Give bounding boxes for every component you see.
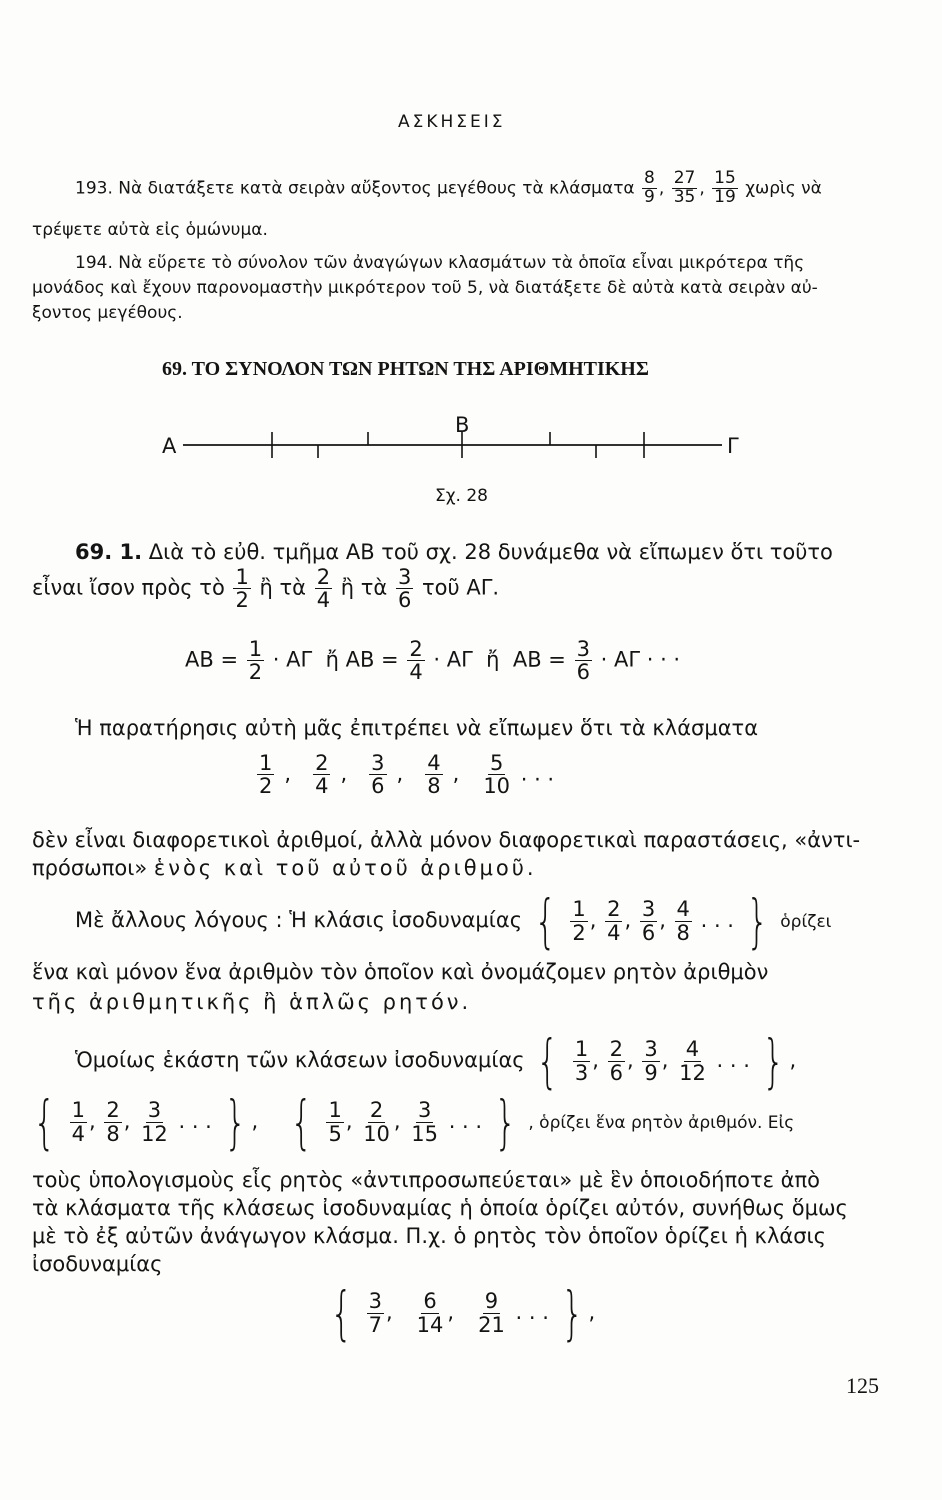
text: ΑΒ = (345, 647, 399, 672)
point-a-label: A (162, 434, 177, 458)
ellipsis: . . . (178, 1109, 212, 1133)
right-brace: } (560, 1279, 584, 1347)
paragraph-calc-line3: μὲ τὸ ἐξ αὐτῶν ἀνάγωγον κλάσμα. Π.χ. ὁ ρητὸς τὸν ὁποῖον ὁρίζει ἡ κλάσις (32, 1224, 826, 1248)
fraction: $\frac{1}{2}$ (572, 897, 586, 945)
page-number: 125 (846, 1373, 879, 1398)
paragraph-calc-line4: ἰσοδυναμίας (32, 1252, 163, 1276)
left-brace: { (33, 1088, 56, 1156)
fraction: $\frac{2}{4}$ (409, 637, 423, 685)
exercise-193-text: 193. Νὰ διατάξετε κατὰ σειρὰν αὔξοντος μεγέθους τὰ κλάσματα (75, 178, 635, 199)
segment-figure (0, 0, 942, 520)
text: , (588, 1300, 596, 1324)
paragraph-rational-line2: ἕνα καὶ μόνον ἕνα ἀριθμὸν τὸν ὁποῖον καὶ ὀνομάζομεν ρητὸν ἀριθμὸν (32, 960, 769, 984)
fraction: $\frac{2}{4}$ (607, 897, 621, 945)
ellipsis: . . . (448, 1109, 483, 1133)
right-brace: } (494, 1088, 517, 1156)
left-brace: { (290, 1088, 313, 1156)
text: Ὁμοίως ἑκάστη τῶν κλάσεων ἰσοδυναμίας (75, 1048, 525, 1072)
text: , ὁρίζει ἕνα ρητὸν ἀριθμόν. Εἰς (528, 1113, 795, 1133)
fraction: $\frac{2}{4}$ (316, 565, 331, 613)
paragraph-representatives-line2 (32, 856, 537, 880)
fraction: $\frac{5}{10}$ (483, 751, 511, 799)
text: ΑΒ = (185, 647, 239, 672)
final-equivalence-set: { $\frac{3}{7}$ , $\frac{6}{14}$ , $\frac{9}{21}$ . . . } , (330, 1279, 596, 1347)
fraction: $\frac{15}{19}$ (714, 168, 736, 207)
section-title: 69. ΤΟ ΣΥΝΟΛΟΝ ΤΩΝ ΡΗΤΩΝ ΤΗΣ ΑΡΙΘΜΗΤΙΚΗΣ (162, 358, 649, 380)
paragraph-calc-line2: τὰ κλάσματα τῆς κλάσεως ἰσοδυναμίας ἡ ὁποία ὁρίζει αὐτόν, συνήθως ὅμως (32, 1196, 848, 1220)
fraction: $\frac{3}{6}$ (371, 751, 385, 799)
right-brace: } (223, 1088, 247, 1156)
text: ΑΒ = (512, 647, 566, 672)
fraction: $\frac{1}{5}$ (328, 1098, 342, 1146)
text: πρόσωποι» (32, 856, 148, 880)
exercise-194-line2: μονάδος καὶ ἔχουν παρονομαστὴν μικρότερον τοῦ 5, νὰ διατάξετε δὲ αὐτὰ κατὰ σειρὰν αὐ- (32, 278, 818, 298)
fraction: $\frac{9}{21}$ (478, 1289, 505, 1337)
ellipsis: . . . (700, 908, 734, 932)
equation-ab (185, 638, 680, 683)
fraction: $\frac{3}{15}$ (411, 1098, 439, 1146)
text: · ΑΓ (272, 647, 313, 672)
fraction-sequence: $\frac{1}{2}$ , $\frac{2}{4}$ , $\frac{3}{6}$ , $\frac{4}{8}$ , $\frac{5}{10}$ . . . (259, 751, 555, 799)
fraction: $\frac{2}{8}$ (106, 1098, 120, 1146)
fraction: $\frac{8}{9}$ (644, 168, 655, 207)
fraction: $\frac{2}{4}$ (315, 751, 329, 799)
paragraph-number: 69. 1. (75, 540, 143, 564)
paragraph-text: Διὰ τὸ εὐθ. τμῆμα ΑΒ τοῦ σχ. 28 δυνάμεθα νὰ εἴπωμεν ὅτι τοῦτο (148, 540, 833, 564)
figure-caption: Σχ. 28 (435, 486, 489, 506)
text: ἤ (325, 647, 339, 672)
fraction: $\frac{4}{8}$ (427, 751, 441, 799)
point-b-label: B (455, 413, 470, 437)
fraction: $\frac{27}{35}$ (673, 168, 696, 207)
fraction: $\frac{3}{12}$ (141, 1098, 168, 1146)
fraction: $\frac{2}{10}$ (363, 1098, 390, 1146)
fraction: $\frac{6}{14}$ (416, 1289, 444, 1337)
paragraph-calc-line1: τοὺς ὑπολογισμοὺς εἷς ρητὸς «ἀντιπροσωπεύεται» μὲ ἓν ὁποιοδήποτε ἀπὸ (32, 1168, 820, 1192)
paragraph-similarly: Ὁμοίως ἑκάστη τῶν κλάσεων ἰσοδυναμίας { $\frac{1}{3}$ , $\frac{2}{6}$ , $\frac{3}{9}$ , $\frac{4}{12}$ . . . } , (75, 1027, 797, 1095)
text: ὁρίζει (780, 912, 832, 932)
exercise-193: 193. Νὰ διατάξετε κατὰ σειρὰν αὔξοντος μεγέθους τὰ κλάσματα $\frac{8}{9}$ , $\frac{27}{35}$ , $\frac{15}{19}$ χωρὶς νὰ (75, 168, 822, 207)
fraction: $\frac{4}{12}$ (679, 1037, 706, 1085)
right-brace: } (746, 887, 769, 955)
exercise-193-line2: τρέψετε αὐτὰ εἰς ὁμώνυμα. (32, 220, 268, 240)
text: · ΑΓ · · · (600, 647, 681, 672)
text: Μὲ ἄλλους λόγους : Ἡ κλάσις ἰσοδυναμίας (75, 908, 523, 932)
point-g-label: Γ (727, 434, 739, 458)
text: ἢ τὰ (340, 575, 388, 600)
paragraph-69-1-line2 (32, 566, 499, 611)
fraction: $\frac{1}{3}$ (574, 1037, 589, 1085)
text: · ΑΓ (433, 647, 473, 672)
fraction: $\frac{1}{2}$ (248, 637, 263, 685)
exercise-194-line3: ξοντος μεγέθους. (32, 303, 183, 323)
text: ἤ (486, 647, 500, 672)
fraction: $\frac{4}{8}$ (676, 897, 690, 945)
fraction: $\frac{1}{2}$ (235, 565, 249, 613)
fraction: $\frac{3}{6}$ (397, 565, 412, 613)
fraction: $\frac{3}{6}$ (576, 637, 590, 685)
paragraph-equivalence-class: Μὲ ἄλλους λόγους : Ἡ κλάσις ἰσοδυναμίας { $\frac{1}{2}$ , $\frac{2}{4}$ , $\frac{3}{6}$ , $\frac{4}{8}$ . . . } ὁρίζει (75, 887, 832, 955)
exercise-194-line1: 194. Νὰ εὕρετε τὸ σύνολον τῶν ἀναγώγων κλασμάτων τὰ ὁποῖα εἶναι μικρότερα τῆς (75, 253, 805, 273)
emphasis-text: ἑνὸς καὶ τοῦ αὐτοῦ ἀριθμοῦ. (153, 856, 537, 880)
text: ἢ τὰ (259, 575, 307, 600)
fraction: $\frac{3}{9}$ (644, 1037, 658, 1085)
fraction: $\frac{1}{4}$ (71, 1098, 85, 1146)
exercises-heading: ΑΣΚΗΣΕΙΣ (398, 112, 506, 132)
paragraph-rational-line3: τῆς ἀριθμητικῆς ἢ ἁπλῶς ρητόν. (32, 990, 472, 1014)
ellipsis: . . . (716, 1048, 750, 1072)
fraction: $\frac{2}{6}$ (609, 1037, 624, 1085)
fraction: $\frac{3}{6}$ (641, 897, 656, 945)
right-brace: } (761, 1027, 785, 1095)
fraction: $\frac{3}{7}$ (368, 1289, 382, 1337)
text: τοῦ ΑΓ. (422, 575, 500, 600)
fraction: $\frac{1}{2}$ (259, 751, 273, 799)
left-brace: { (330, 1279, 353, 1347)
left-brace: { (534, 887, 557, 955)
text: εἶναι ἴσον πρὸς τὸ (32, 575, 225, 600)
left-brace: { (536, 1027, 559, 1095)
exercise-193-text-end: χωρὶς νὰ (745, 178, 822, 199)
paragraph-69-1-line1 (75, 540, 833, 564)
ellipsis: . . . (520, 761, 555, 786)
ellipsis: . . . (515, 1300, 549, 1324)
paragraph-observation: Ἡ παρατήρησις αὐτὴ μᾶς ἐπιτρέπει νὰ εἴπωμεν ὅτι τὰ κλάσματα (75, 716, 759, 740)
paragraph-representatives-line1: δὲν εἶναι διαφορετικοὶ ἀριθμοί, ἀλλὰ μόνον διαφορετικαὶ παραστάσεις, «ἀντι- (32, 828, 861, 852)
equivalence-sets-line: { $\frac{1}{4}$ , $\frac{2}{8}$ , $\frac{3}{12}$ . . . } , { $\frac{1}{5}$ , $\frac{2}{10}$ , $\frac{3}{15}$ . . . } , ὁρίζει ἕνα ρητὸν ἀριθμόν. Εἰς (33, 1088, 795, 1156)
